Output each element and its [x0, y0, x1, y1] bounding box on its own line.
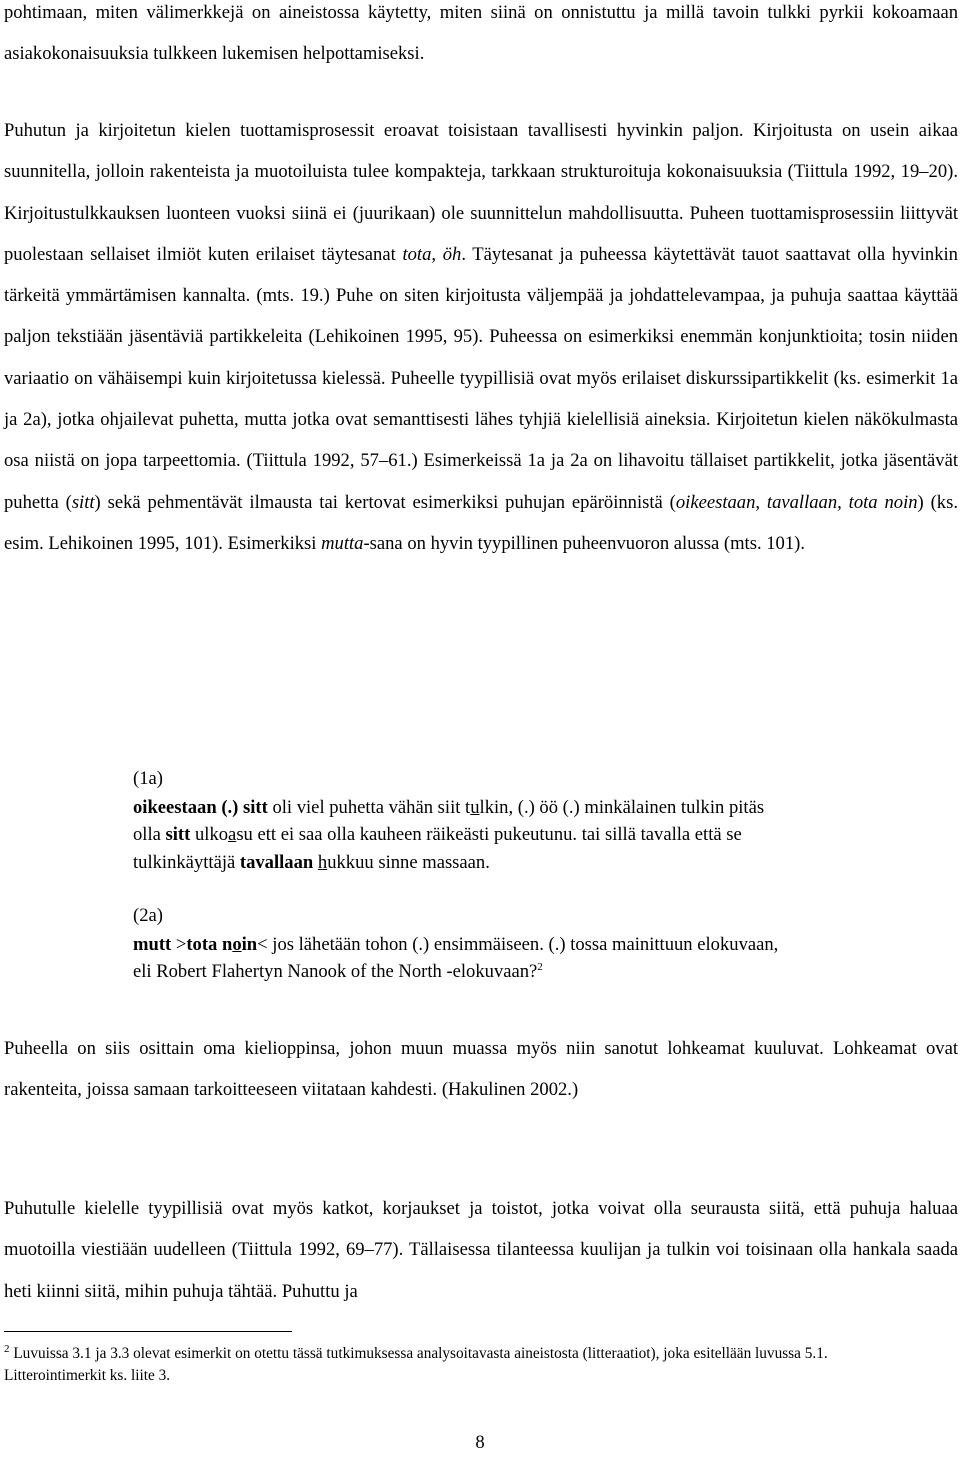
- example-1a-text-8: ukkuu sinne massaan.: [327, 852, 490, 874]
- example-1a-bold-2: sitt: [165, 824, 191, 846]
- page-number: 8: [475, 1432, 485, 1453]
- paragraph-3: [4, 1028, 958, 1111]
- example-1a-text-1: oli viel puhetta vähän siit t: [267, 796, 471, 818]
- example-1a-text-3: olla: [133, 824, 166, 846]
- example-1a-text-4: ulko: [190, 824, 229, 846]
- example-1a-bold-1: oikeestaan (.) sitt: [133, 796, 268, 818]
- example-1a-line-1: [133, 794, 960, 822]
- example-2a-line-2: [133, 958, 960, 986]
- example-2a-bold-1: mutt: [133, 933, 172, 955]
- example-2a-text-1: >: [171, 933, 187, 955]
- paragraph-2-text-4: ) (ks. esim. Lehikoinen 1995, 101). Esimerkiksi: [4, 491, 958, 554]
- paragraph-2: [4, 110, 958, 564]
- paragraph-2-italic-2: sitt: [71, 491, 95, 513]
- example-2a-bold-3: in: [241, 933, 258, 955]
- paragraph-1: [4, 0, 958, 75]
- example-1a-underline-1: u: [470, 796, 480, 818]
- example-2a-text-3: eli Robert Flahertyn Nanook of the North -elokuvaan?: [133, 961, 538, 983]
- example-2a-line-1: [133, 931, 960, 959]
- paragraph-1-text: pohtimaan, miten välimerkkejä on aineistossa käytetty, miten siinä on onnistuttu ja millä tavoin tulkki pyrkii kokoamaan asiakokonaisuuksia tulkkeen lukemisen helpottamiseksi.: [4, 2, 958, 65]
- paragraph-2-italic-1: tota, öh: [402, 243, 462, 265]
- example-2a-text-2: < jos lähetään tohon (.) ensimmäiseen. (.) tossa mainittuun elokuvaan,: [257, 933, 779, 955]
- example-1a-line-3: [133, 849, 960, 877]
- paragraph-2-text-3: ) sekä pehmentävät ilmausta tai kertovat esimerkiksi puhujan epäröinnistä (: [94, 491, 676, 513]
- paragraph-4: [4, 1188, 958, 1312]
- example-1a-underline-2: a: [228, 824, 237, 846]
- example-1a-text-5: su ett ei saa olla kauheen räikeästi pukeutunu. tai sillä tavalla että se: [236, 824, 742, 846]
- paragraph-2-italic-3: oikeestaan, tavallaan, tota noin: [675, 491, 918, 513]
- example-2a: [133, 902, 960, 986]
- paragraph-2-text-1: Puhutun ja kirjoitetun kielen tuottamisprosessit eroavat toisistaan tavallisesti hyvinkin paljon. Kirjoitusta on usein aikaa suunnitella, jolloin rakenteista ja muotoiluista tulee kompakteja, tarkkaan strukturoituja kokonaisuuksia (Tiittula 1992, 19–20). Kirjoitustulkkauksen luonteen vuoksi siinä ei (juurikaan) ole suunnittelun mahdollisuutta. Puheen tuottamisprosessiin liittyvät puolestaan sellaiset ilmiöt kuten erilaiset täytesanat: [4, 120, 958, 265]
- example-1a-underline-3: h: [317, 852, 328, 874]
- example-1a-label: (1a): [133, 768, 163, 789]
- example-1a: [133, 765, 960, 877]
- example-2a-bold-2: tota n: [186, 933, 233, 955]
- paragraph-4-text: Puhutulle kielelle tyypillisiä ovat myös katkot, korjaukset ja toistot, jotka voivat olla seurausta siitä, että puhuja haluaa muotoilla viestiään uudelleen (Tiittula 1992, 69–77). Tällaisessa tilanteessa kuulijan ja tulkin voi toisinaan olla hankala saada heti kiinni siitä, mihin puhuja tähtää. Puhuttu ja: [4, 1198, 958, 1302]
- footnote: [4, 1343, 924, 1388]
- paragraph-3-text: Puheella on siis osittain oma kielioppinsa, johon muun muassa myös niin sanotut lohkeamat kuuluvat. Lohkeamat ovat rakenteita, joissa samaan tarkoitteeseen viitataan kahdesti. (Hakulinen 2002.): [4, 1038, 958, 1101]
- footnote-number: 2: [4, 1342, 10, 1355]
- example-2a-bold-underline: o: [232, 933, 242, 955]
- footnote-separator: [4, 1331, 292, 1332]
- paragraph-2-italic-4: mutta: [321, 532, 364, 554]
- footnote-text: Luvuissa 3.1 ja 3.3 olevat esimerkit on otettu tässä tutkimuksessa analysoitavasta aineistosta (litteraatiot), joka esitellään luvussa 5.1. Litterointimerkit ks. liite 3.: [4, 1345, 828, 1385]
- footnote-reference[interactable]: 2: [537, 961, 543, 974]
- example-1a-text-6: tulkinkäyttäjä: [133, 852, 240, 874]
- example-1a-line-2: [133, 821, 960, 849]
- paragraph-2-text-5: -sana on hyvin tyypillinen puheenvuoron alussa (mts. 101).: [363, 532, 805, 554]
- example-1a-bold-3: tavallaan: [239, 852, 314, 874]
- example-1a-text-2: lkin, (.) öö (.) minkälainen tulkin pitäs: [479, 796, 765, 818]
- paragraph-2-text-2: . Täytesanat ja puheessa käytettävät tauot saattavat olla hyvinkin tärkeitä ymmärtämisen kannalta. (mts. 19.) Puhe on siten kirjoitusta väljempää ja johdattelevampaa, ja puhuja saattaa käyttää paljon tekstiään jäsentäviä partikkeleita (Lehikoinen 1995, 95). Puheessa on esimerkiksi enemmän konjunktioita; tosin niiden variaatio on vähäisempi kuin kirjoitetussa kielessä. Puheelle tyypillisiä ovat myös erilaiset diskurssipartikkelit (ks. esimerkit 1a ja 2a), jotka ohjailevat puhetta, mutta jotka ovat semanttisesti lähes tyhjiä kielellisiä aineksia. Kirjoitetun kielen näkökulmasta osa niistä on jopa tarpeettomia. (Tiittula 1992, 57–61.) Esimerkeissä 1a ja 2a on lihavoitu tällaiset partikkelit, jotka jäsentävät puhetta (: [4, 243, 958, 513]
- example-2a-label: (2a): [133, 905, 163, 926]
